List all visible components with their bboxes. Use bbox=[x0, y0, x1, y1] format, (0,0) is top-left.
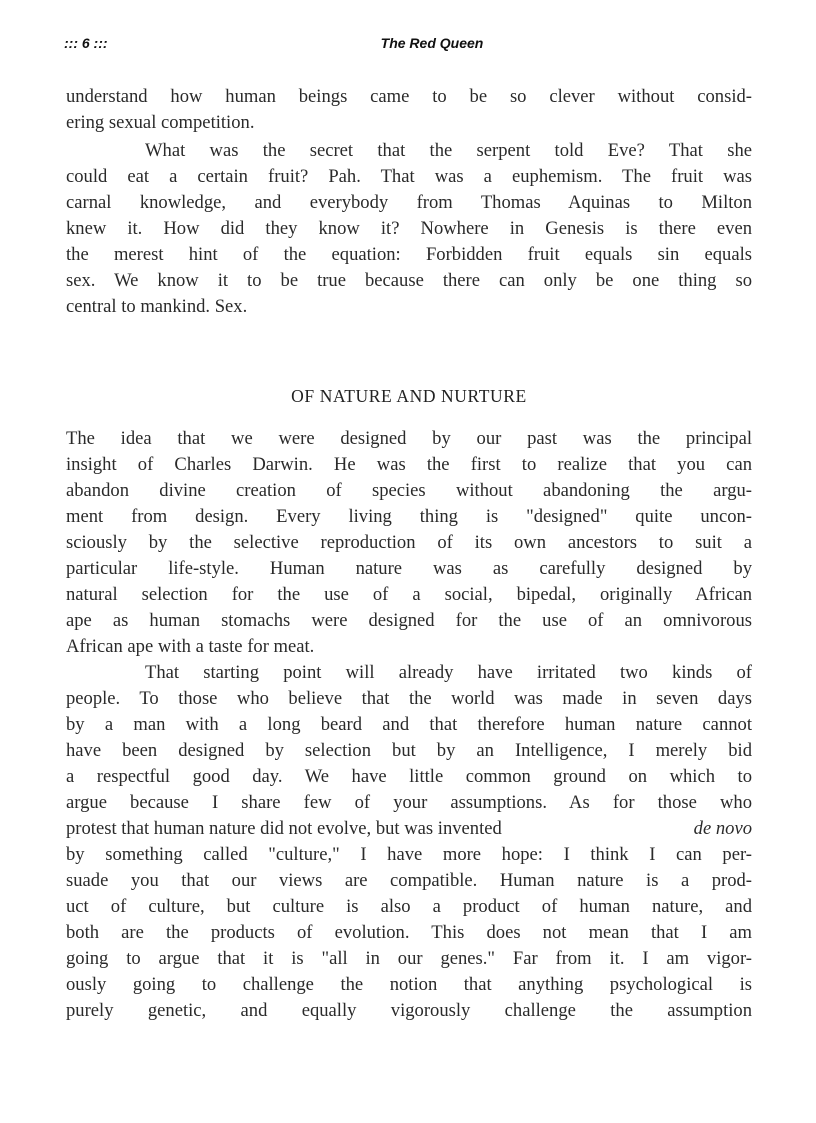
text-line: people. To those who believe that the world was made in seven days bbox=[66, 688, 752, 709]
text-line-with-italic bbox=[66, 816, 752, 842]
text-line: argue because I share few of your assumptions. As for those who bbox=[66, 792, 752, 813]
text-line: sex. We know it to be true because there can only be one thing so bbox=[66, 270, 752, 291]
page-header bbox=[64, 35, 752, 55]
text-line: natural selection for the use of a social, bipedal, originally African bbox=[66, 584, 752, 605]
text-line: suade you that our views are compatible. Human nature is a prod- bbox=[66, 870, 752, 891]
text-line: could eat a certain fruit? Pah. That was a euphemism. The fruit was bbox=[66, 166, 752, 187]
text-line: a respectful good day. We have little common ground on which to bbox=[66, 766, 752, 787]
page-number: ::: 6 ::: bbox=[64, 35, 108, 51]
running-title: The Red Queen bbox=[380, 35, 484, 51]
text-segment: protest that human nature did not evolve, but was invented bbox=[66, 818, 502, 839]
text-line: abandon divine creation of species without abandoning the argu- bbox=[66, 480, 752, 501]
text-line: ering sexual competition. bbox=[66, 112, 255, 133]
text-line: insight of Charles Darwin. He was the first to realize that you can bbox=[66, 454, 752, 475]
text-line: understand how human beings came to be so clever without consid- bbox=[66, 86, 752, 107]
text-line: central to mankind. Sex. bbox=[66, 296, 248, 317]
text-line: The idea that we were designed by our past was the principal bbox=[66, 428, 752, 449]
text-line: particular life-style. Human nature was as carefully designed by bbox=[66, 558, 752, 579]
paragraph-start-line: What was the secret that the serpent told Eve? That she bbox=[145, 140, 752, 161]
text-line: going to argue that it is "all in our genes." Far from it. I am vigor- bbox=[66, 948, 752, 969]
text-line: purely genetic, and equally vigorously challenge the assumption bbox=[66, 1000, 752, 1021]
text-line: uct of culture, but culture is also a product of human nature, and bbox=[66, 896, 752, 917]
text-line: carnal knowledge, and everybody from Thomas Aquinas to Milton bbox=[66, 192, 752, 213]
text-line: the merest hint of the equation: Forbidden fruit equals sin equals bbox=[66, 244, 752, 265]
text-line: ously going to challenge the notion that anything psychological is bbox=[66, 974, 752, 995]
text-line: by a man with a long beard and that therefore human nature cannot bbox=[66, 714, 752, 735]
text-line: ment from design. Every living thing is "designed" quite uncon- bbox=[66, 506, 752, 527]
text-line: both are the products of evolution. This does not mean that I am bbox=[66, 922, 752, 943]
text-line: sciously by the selective reproduction of its own ancestors to suit a bbox=[66, 532, 752, 553]
text-line: by something called "culture," I have more hope: I think I can per- bbox=[66, 844, 752, 865]
text-line: have been designed by selection but by an Intelligence, I merely bid bbox=[66, 740, 752, 761]
italic-phrase: de novo bbox=[693, 818, 752, 839]
section-heading: OF NATURE AND NURTURE bbox=[291, 386, 527, 406]
text-line: ape as human stomachs were designed for the use of an omnivorous bbox=[66, 610, 752, 631]
text-line: African ape with a taste for meat. bbox=[66, 636, 315, 657]
text-line: knew it. How did they know it? Nowhere in Genesis is there even bbox=[66, 218, 752, 239]
paragraph-start-line: That starting point will already have irritated two kinds of bbox=[145, 662, 752, 683]
